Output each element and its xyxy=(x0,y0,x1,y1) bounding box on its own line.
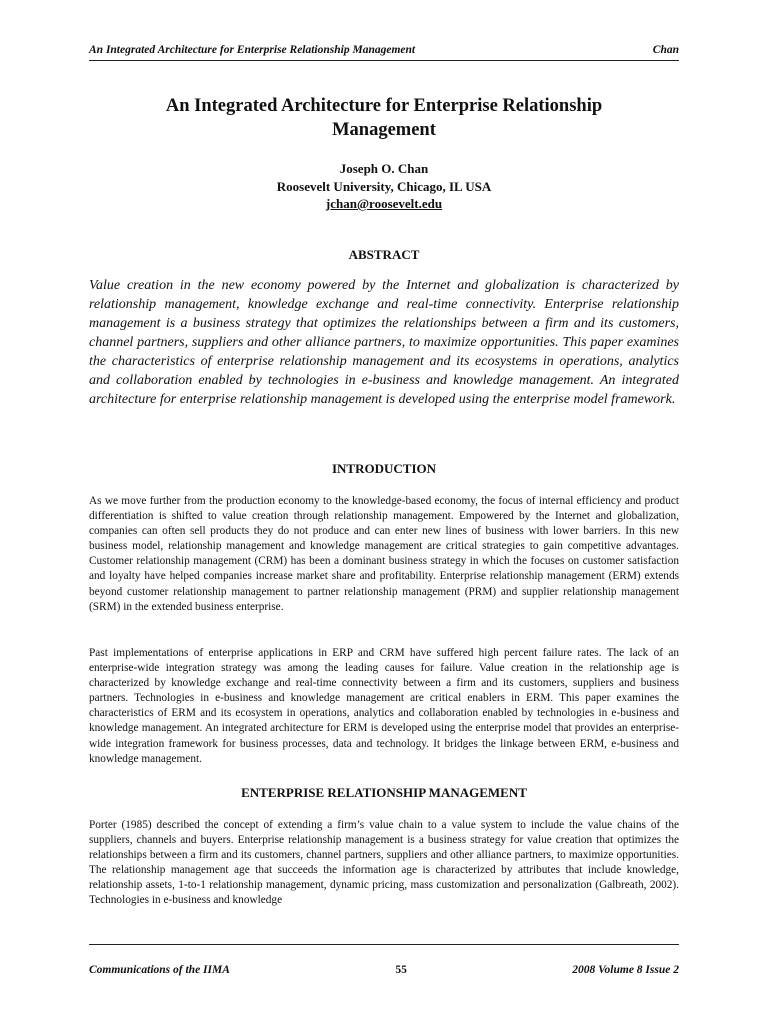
abstract-text: Value creation in the new economy powered by the Internet and globalization is characterized by relationship management, knowledge exchange and real-time connectivity. Enterprise relationship management is a business strategy that optimizes the relationships between a firm and its customers, channel partners, suppliers and other alliance partners, to maximize opportunities. This paper examines the characteristics of enterprise relationship management and its ecosystems in operations, analytics and collaboration enabled by technologies in e-business and knowledge management. An integrated architecture for enterprise relationship management is developed using the enterprise model framework. xyxy=(89,278,679,407)
paper-title-line-2: Management xyxy=(332,120,436,140)
running-header-author: Chan xyxy=(652,44,679,56)
erm-heading: ENTERPRISE RELATIONSHIP MANAGEMENT xyxy=(241,785,527,800)
footer-journal: Communications of the IIMA xyxy=(89,964,230,976)
running-header xyxy=(89,44,679,61)
introduction-heading: INTRODUCTION xyxy=(331,461,436,476)
author-affiliation: Roosevelt University, Chicago, IL USA xyxy=(276,178,492,194)
author-name: Joseph O. Chan xyxy=(339,161,429,176)
abstract-heading: ABSTRACT xyxy=(348,247,420,262)
footer-divider xyxy=(89,944,679,945)
author-email-link[interactable]: jchan@roosevelt.edu xyxy=(325,196,443,211)
footer-issue: 2008 Volume 8 Issue 2 xyxy=(572,964,679,976)
page-number: 55 xyxy=(395,964,407,976)
author-block xyxy=(89,160,679,213)
page-footer xyxy=(89,964,679,976)
paper-title-line-1: An Integrated Architecture for Enterprise Relationship xyxy=(165,96,603,116)
erm-paragraph-1: Porter (1985) described the concept of extending a firm’s value chain to a value system to include the value chains of the suppliers, channels and buyers. Enterprise relationship management is a business strategy for value creation that optimizes the relationships between a firm and its customers, channel partners, suppliers and other alliance partners, to maximize opportunities. The relationship management age that succeeds the information age is characterized by attributes that include knowledge, relationship assets, 1-to-1 relationship management, dynamic pricing, mass customization and personalization (Galbreath, 2002). Technologies in e-business and knowledge xyxy=(89,819,679,907)
introduction-paragraph-2: Past implementations of enterprise applications in ERP and CRM have suffered high percent failure rates. The lack of an enterprise-wide integration strategy was among the leading causes for failure. Value creation in the relationship age is characterized by knowledge exchange and real-time connectivity between a firm and its customers, suppliers and business partners. Technologies in e-business and knowledge management are critical enablers in ERM. This paper examines the characteristics of ERM and its ecosystem in operations, analytics and collaboration enabled by technologies in e-business and knowledge management. An integrated architecture for ERM is developed using the enterprise model that provides an enterprise-wide integration framework for business processes, data and technology. It bridges the linkage between ERM, e-business and knowledge management. xyxy=(89,647,679,765)
paper-title xyxy=(89,94,679,142)
introduction-paragraph-1: As we move further from the production economy to the knowledge-based economy, the focus of internal efficiency and product differentiation is shifted to value creation through relationship management. Empowered by the Internet and globalization, companies can often sell products they do not produce and can enter new lines of business with lower barriers. In this new business model, relationship management and knowledge management are critical strategies to gain competitive advantages. Customer relationship management (CRM) has been a dominant business strategy in which the focuses on customer satisfaction and loyalty have helped companies increase market share and profitability. Enterprise relationship management (ERM) extends beyond customer relationship management to partner relationship management (PRM) and supplier relationship management (SRM) in the extended business enterprise. xyxy=(89,495,679,613)
running-header-title: An Integrated Architecture for Enterprise Relationship Management xyxy=(89,44,416,56)
